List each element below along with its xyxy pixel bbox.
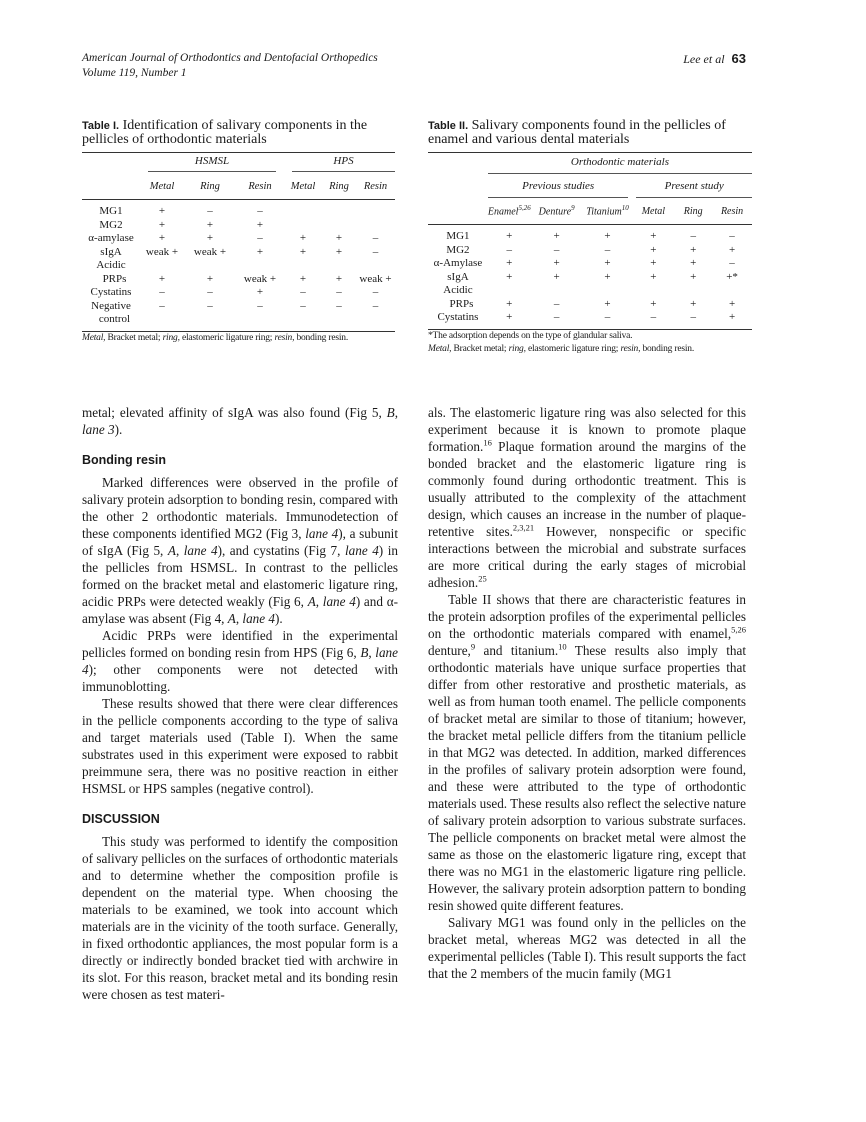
table-cell [488, 284, 531, 298]
row-label: PRPs [449, 297, 474, 310]
page-number: 63 [731, 51, 746, 66]
table-cell [356, 219, 395, 233]
table-cell: + [604, 297, 611, 310]
table-2-group-present: Present study [636, 180, 752, 198]
table-cell [284, 219, 322, 233]
table-2-col-header: Denture$^9$ [538, 204, 575, 218]
table-cell [284, 259, 322, 273]
running-head-right [683, 51, 746, 67]
table-cell: + [553, 257, 560, 269]
table-row [82, 246, 395, 260]
paragraph: Salivary MG1 was found only in the pellicles on the bracket metal, whereas MG2 was detected in all the experimental pellicles (Table I). This result supports the fact that the 2 members of the mucin family (MG1 [428, 915, 746, 981]
table-row [82, 205, 395, 219]
paragraph: als. The elastomeric ligature ring was also selected for this experiment because it is known to promote plaque formation.$^{16}$ Plaque formation around the margins of the bonded bracket and the elastomeric ligature ring is commonly found during orthodontic treatment. This is usually attributed to the complexity of the attachment design, which causes an increase in the number of plaque-retentive sites.$^{2,3,21}$ However, nonspecific or specific interactions between the microbial and substrate surfaces are more critical during the early stages of microbial adhesion.$^{25}$ [428, 405, 746, 590]
section-heading-bonding-resin: Bonding resin [82, 453, 167, 467]
table-2-caption [428, 119, 752, 147]
table-cell: weak + [243, 272, 277, 285]
table-cell: + [728, 297, 736, 310]
table-cell: – [553, 243, 560, 256]
paragraph: Acidic PRPs were identified in the experimental pellicles formed on bonding resin from HPS (Fig 6, B, lane 4); other components were not detected with immunoblotting. [82, 628, 399, 694]
table-cell [356, 205, 395, 219]
row-label: sIgA [100, 245, 122, 258]
table-1-col-header: Resin [363, 180, 388, 192]
table-cell: + [206, 232, 214, 244]
table-1-label: Table I. [82, 120, 120, 132]
row-label: MG1 [99, 205, 123, 217]
table-cell [184, 313, 236, 327]
table-cell: + [506, 230, 513, 242]
table-cell [236, 313, 284, 327]
table-row [428, 271, 752, 285]
table-cell: + [690, 243, 697, 256]
table-cell: + [299, 245, 307, 258]
table-row [82, 232, 395, 246]
table-cell: – [604, 311, 611, 323]
table-cell: – [207, 299, 213, 312]
table-1-group-hps: HPS [292, 155, 395, 172]
table-cell: + [553, 230, 560, 242]
table-2-label: Table II. [428, 120, 469, 132]
table-cell: + [158, 218, 166, 231]
table-cell: – [690, 230, 696, 242]
table-1-title: Identification of salivary components in the pellicles of orthodontic materials [82, 118, 368, 147]
table-row [82, 219, 395, 233]
table-cell: + [650, 230, 657, 242]
table-1-grid [82, 152, 395, 345]
table-2-col-header: Enamel$^{5,26}$ [487, 204, 531, 218]
table-cell: + [728, 311, 736, 323]
table-cell: weak + [145, 245, 179, 258]
table-cell [356, 313, 395, 327]
table-2-group-previous: Previous studies [488, 180, 629, 198]
table-cell [236, 259, 284, 273]
table-cell: + [650, 270, 657, 283]
table-cell: + [506, 297, 513, 310]
table-1-col-header: Resin [248, 180, 272, 192]
row-label: α-Amylase [433, 257, 483, 269]
table-cell: + [650, 243, 657, 256]
row-label: MG1 [446, 230, 470, 242]
table-cell: – [553, 311, 560, 323]
table-2-supergroup: Orthodontic materials [488, 153, 752, 174]
table-cell: + [690, 257, 697, 269]
table-cell [284, 205, 322, 219]
table-cell: – [690, 311, 696, 323]
table-cell: + [299, 232, 307, 244]
table-cell: + [604, 257, 611, 269]
row-label: Acidic [443, 284, 473, 296]
table-cell: – [159, 299, 165, 312]
table-cell: + [728, 243, 736, 256]
table-2-col-header: Resin [720, 205, 744, 217]
table-cell: + [650, 257, 657, 269]
table-cell: + [506, 270, 513, 283]
table-cell: weak + [193, 245, 227, 258]
table-1-caption [82, 119, 395, 147]
table-cell: – [159, 286, 165, 298]
table-cell: – [336, 286, 342, 298]
table-row [428, 244, 752, 258]
table-cell: + [604, 270, 611, 283]
table-cell: + [506, 257, 513, 269]
table-cell: + [335, 232, 343, 244]
author-label: Lee et al [683, 52, 725, 66]
row-label: Cystatins [90, 286, 132, 298]
row-label: Cystatins [437, 311, 479, 323]
table-row [428, 311, 752, 325]
running-head-left [82, 51, 378, 81]
table-1-col-header: Ring [329, 180, 349, 192]
row-label: MG2 [446, 243, 470, 256]
table-cell: + [335, 245, 343, 258]
table-cell [184, 259, 236, 273]
table-row [82, 300, 395, 314]
table-cell [284, 313, 322, 327]
table-row [428, 257, 752, 271]
table-cell: – [300, 286, 306, 298]
paragraph: metal; elevated affinity of sIgA was also found (Fig 5, B, lane 3). [82, 405, 398, 437]
table-cell: + [206, 218, 214, 231]
table-cell: – [257, 205, 263, 217]
journal-volume: Volume 119, Number 1 [82, 67, 187, 79]
table-cell: – [729, 257, 735, 269]
table-2-col-header: Ring [683, 205, 703, 217]
table-cell [322, 205, 356, 219]
table-cell: – [553, 297, 560, 310]
table-2-col-header: Titanium$^{10}$ [586, 204, 629, 218]
table-cell: – [650, 311, 657, 323]
body-column-right [428, 404, 746, 982]
table-2-footnote: *The adsorption depends on the type of glandular saliva. Metal, Bracket metal; ring, elastomeric ligature ring; resin, bonding resin. [428, 330, 694, 354]
table-cell: – [729, 230, 735, 242]
paragraph: These results showed that there were clear differences in the pellicle components according to the type of saliva and target materials used (Table I). When the same substrates used in this experiment were exposed to rabbit preimmune sera, there was no positive reaction in either HSMSL or HPS samples (negative control). [82, 696, 398, 796]
table-cell: +* [726, 270, 738, 283]
table-cell: + [206, 272, 214, 285]
table-row [82, 286, 395, 300]
table-row [82, 259, 395, 273]
table-2-col-header: Metal [641, 205, 666, 217]
paragraph: This study was performed to identify the composition of salivary pellicles on the surfaces of orthodontic materials and to determine whether the composition profile is dependent on the material type. When choosing the materials to be examined, we took into account which materials are in the vicinity of the tooth surface. Generally, in fixed orthodontic appliances, the most popular form is a directly or indirectly bonded bracket tied with archwire in its slot. For this reason, bracket metal and its bonding resin were chosen as test materi- [82, 834, 398, 1002]
table-cell: – [257, 232, 263, 244]
table-row [428, 284, 752, 298]
row-label: Negative [91, 299, 131, 312]
table-row [82, 313, 395, 327]
row-label: MG2 [99, 218, 123, 231]
table-cell: + [690, 297, 697, 310]
row-label: Acidic [96, 259, 126, 271]
table-1 [82, 119, 395, 345]
table-row [428, 298, 752, 312]
table-cell [583, 284, 633, 298]
table-row [428, 230, 752, 244]
paragraph: Marked differences were observed in the profile of salivary protein adsorption to bonding resin, compared with the other 2 orthodontic materials. Immunodetection of these components identified MG2 (Fig 3, lane 4), a subunit of sIgA (Fig 5, A, lane 4), and cystatins (Fig 7, lane 4) in the pellicles from HSMSL. In contrast to the pellicles formed on the bracket metal and elastomeric ligature ring, acidic PRPs were detected weakly (Fig 6, A, lane 4) and α-amylase was absent (Fig 4, A, lane 4). [82, 475, 399, 626]
table-cell: – [300, 299, 306, 312]
table-cell [632, 284, 674, 298]
table-2-grid [428, 152, 752, 356]
table-cell: – [372, 232, 379, 244]
table-cell: – [207, 286, 213, 298]
table-cell: + [256, 286, 264, 298]
table-cell: + [553, 270, 560, 283]
table-cell: – [604, 243, 611, 256]
table-cell: + [256, 245, 264, 258]
row-label: sIgA [447, 270, 469, 283]
row-label: PRPs [102, 272, 127, 285]
table-row [82, 273, 395, 287]
table-cell [712, 284, 752, 298]
table-cell: + [335, 272, 343, 285]
table-cell: + [690, 270, 697, 283]
table-cell: weak + [359, 272, 392, 285]
table-cell [674, 284, 712, 298]
table-2 [428, 119, 752, 356]
table-cell: + [299, 272, 307, 285]
table-cell [322, 313, 356, 327]
row-label: control [98, 313, 131, 325]
table-cell: – [207, 205, 213, 217]
table-1-col-header: Metal [149, 180, 175, 192]
table-cell [140, 313, 184, 327]
table-cell: + [158, 232, 166, 244]
table-cell: + [506, 311, 513, 323]
journal-title: American Journal of Orthodontics and Dentofacial Orthopedics [82, 52, 378, 64]
table-cell: + [604, 230, 611, 242]
table-cell: + [158, 272, 166, 285]
table-cell: – [372, 286, 379, 298]
table-cell: + [158, 205, 166, 217]
table-cell [531, 284, 583, 298]
table-cell: + [650, 297, 657, 310]
table-2-title: Salivary components found in the pellicles of enamel and various dental materials [428, 118, 726, 147]
table-cell: – [257, 299, 263, 312]
table-cell: – [372, 299, 379, 312]
table-1-col-header: Ring [200, 180, 220, 192]
table-cell: – [372, 245, 379, 258]
row-label: α-amylase [88, 232, 134, 244]
table-cell [322, 259, 356, 273]
table-1-col-header: Metal [290, 180, 316, 192]
table-cell [140, 259, 184, 273]
table-cell [356, 259, 395, 273]
table-1-footnote: Metal, Bracket metal; ring, elastomeric ligature ring; resin, bonding resin. [82, 332, 348, 343]
table-cell: – [336, 299, 342, 312]
table-cell [322, 219, 356, 233]
body-column-left [82, 404, 398, 1003]
table-cell: + [256, 218, 264, 231]
table-1-group-hsmsl: HSMSL [148, 155, 276, 172]
section-heading-discussion: DISCUSSION [82, 812, 160, 826]
paragraph: Table II shows that there are characteristic features in the protein adsorption profiles of the experimental pellicles on the orthodontic materials compared with enamel,$^{5,26}$ denture,$^9$ and titanium.$^{10}$ These results also imply that orthodontic materials have unique surface properties that differ from other restorative and prosthetic materials, as well as from human tooth enamel. The pellicle components of bracket metal are similar to those of titanium; however, the bracket metal pellicle differs from the titanium pellicle in that MG2 was detected. In addition, marked differences in the profiles of salivary protein adsorption were found, and these were attributed to the type of orthodontic materials used. These results also reflect the selective nature of salivary protein adsorption to various substrate surfaces. The pellicle components on bracket metal were almost the same as those on the elastomeric ligature ring, except that there was no MG1 in the elastomeric ligature ring pellicle. However, the salivary protein adsorption pattern to bonding resin showed quite different features. [428, 592, 746, 913]
table-cell: – [506, 243, 513, 256]
